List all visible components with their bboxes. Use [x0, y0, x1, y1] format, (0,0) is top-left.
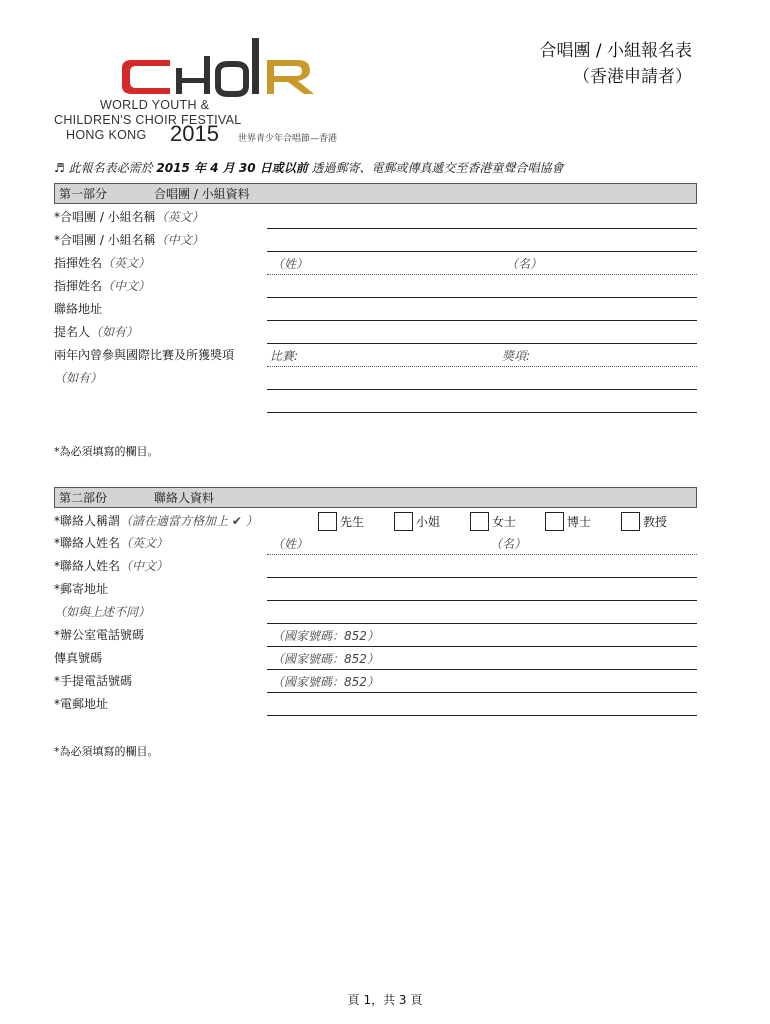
contact-zh-field[interactable] — [267, 577, 697, 578]
mail-address-field[interactable] — [267, 600, 697, 601]
nominator-field[interactable] — [267, 343, 697, 344]
logo-chinese: 世界青少年合唱節—香港 — [238, 134, 338, 144]
section2-number: 第二部份 — [59, 491, 108, 505]
form-title — [539, 38, 692, 90]
mobile-hint: （國家號碼：852） — [272, 675, 379, 689]
section1-required-note: *為必須填寫的欄目。 — [54, 445, 159, 458]
logo-line2: CHILDREN'S CHOIR FESTIVAL — [54, 113, 242, 127]
mail-address-field-2[interactable] — [267, 623, 697, 624]
mail-address-label: *郵寄地址 — [54, 582, 109, 596]
form-title-line2: （香港申請者） — [573, 67, 692, 87]
checkbox-ms[interactable] — [470, 512, 489, 531]
section1-number: 第一部分 — [59, 187, 108, 201]
awards-field-2[interactable] — [267, 389, 697, 390]
notice-date: 2015 年 4 月 30 日或以前 — [156, 161, 308, 175]
conductor-zh-label: 指揮姓名（中文） — [54, 279, 151, 293]
option-dr-label: 博士 — [567, 515, 592, 529]
awards-field-1[interactable] — [267, 366, 697, 367]
section2-title: 聯絡人資料 — [154, 491, 215, 505]
contact-en-label: *聯絡人姓名（英文） — [54, 536, 169, 550]
page-number: 頁 1，共 3 頁 — [347, 993, 423, 1007]
awards-label: 兩年內曾參與國際比賽及所獲獎項 — [54, 348, 235, 362]
mail-address-note: （如與上述不同） — [54, 605, 151, 619]
conductor-en-field[interactable] — [267, 274, 697, 275]
checkbox-mr[interactable] — [318, 512, 337, 531]
choir-name-zh-field[interactable] — [267, 251, 697, 252]
logo-line3: HONG KONG — [66, 128, 147, 142]
option-mr-label: 先生 — [340, 515, 365, 529]
address-field[interactable] — [267, 320, 697, 321]
logo-year: 2015 — [170, 121, 219, 146]
form-title-line1: 合唱團 / 小組報名表 — [539, 41, 692, 61]
office-phone-field[interactable] — [267, 646, 697, 647]
competition-hint: 比賽: — [270, 349, 299, 363]
address-label: 聯絡地址 — [54, 302, 103, 316]
email-field[interactable] — [267, 715, 697, 716]
checkbox-miss[interactable] — [394, 512, 413, 531]
choir-name-zh-label: *合唱團 / 小組名稱（中文） — [54, 233, 204, 247]
checkbox-dr[interactable] — [545, 512, 564, 531]
option-prof-label: 教授 — [643, 515, 668, 529]
fax-label: 傳真號碼 — [54, 651, 103, 665]
section2-required-note: *為必須填寫的欄目。 — [54, 745, 159, 758]
choir-name-en-field[interactable] — [267, 228, 697, 229]
festival-logo — [52, 30, 352, 146]
section1-title: 合唱團 / 小組資料 — [154, 187, 250, 201]
mobile-label: *手提電話號碼 — [54, 674, 133, 688]
email-label: *電郵地址 — [54, 697, 109, 711]
salutation-label: *聯絡人稱謂（請在適當方格加上 ✔ ） — [54, 514, 258, 528]
checkbox-prof[interactable] — [621, 512, 640, 531]
conductor-given-hint: （名） — [506, 257, 543, 271]
choir-name-en-label: *合唱團 / 小組名稱（英文） — [54, 210, 204, 224]
section1-header — [54, 183, 697, 204]
nominator-label: 提名人（如有） — [54, 325, 139, 339]
awards-note: （如有） — [54, 371, 103, 385]
awards-field-3[interactable] — [267, 412, 697, 413]
conductor-en-label: 指揮姓名（英文） — [54, 256, 151, 270]
logo-line1: WORLD YOUTH & — [100, 98, 210, 112]
fax-field[interactable] — [267, 669, 697, 670]
option-ms-label: 女士 — [492, 515, 517, 529]
conductor-zh-field[interactable] — [267, 297, 697, 298]
mobile-field[interactable] — [267, 692, 697, 693]
contact-given-hint: （名） — [490, 537, 527, 551]
fax-hint: （國家號碼：852） — [272, 652, 379, 666]
award-hint: 獎項: — [502, 349, 531, 363]
section2-header — [54, 487, 697, 508]
submission-notice — [54, 159, 564, 176]
contact-zh-label: *聯絡人姓名（中文） — [54, 559, 169, 573]
office-phone-hint: （國家號碼：852） — [272, 629, 379, 643]
notice-suffix: 透過郵寄、電郵或傳真遞交至香港童聲合唱協會 — [307, 161, 564, 175]
option-miss-label: 小姐 — [416, 515, 441, 529]
contact-surname-hint: （姓） — [272, 537, 309, 551]
office-phone-label: *辦公室電話號碼 — [54, 628, 145, 642]
conductor-surname-hint: （姓） — [272, 257, 309, 271]
contact-en-field[interactable] — [267, 554, 697, 555]
notice-prefix: ♬ 此報名表必需於 — [54, 161, 157, 175]
